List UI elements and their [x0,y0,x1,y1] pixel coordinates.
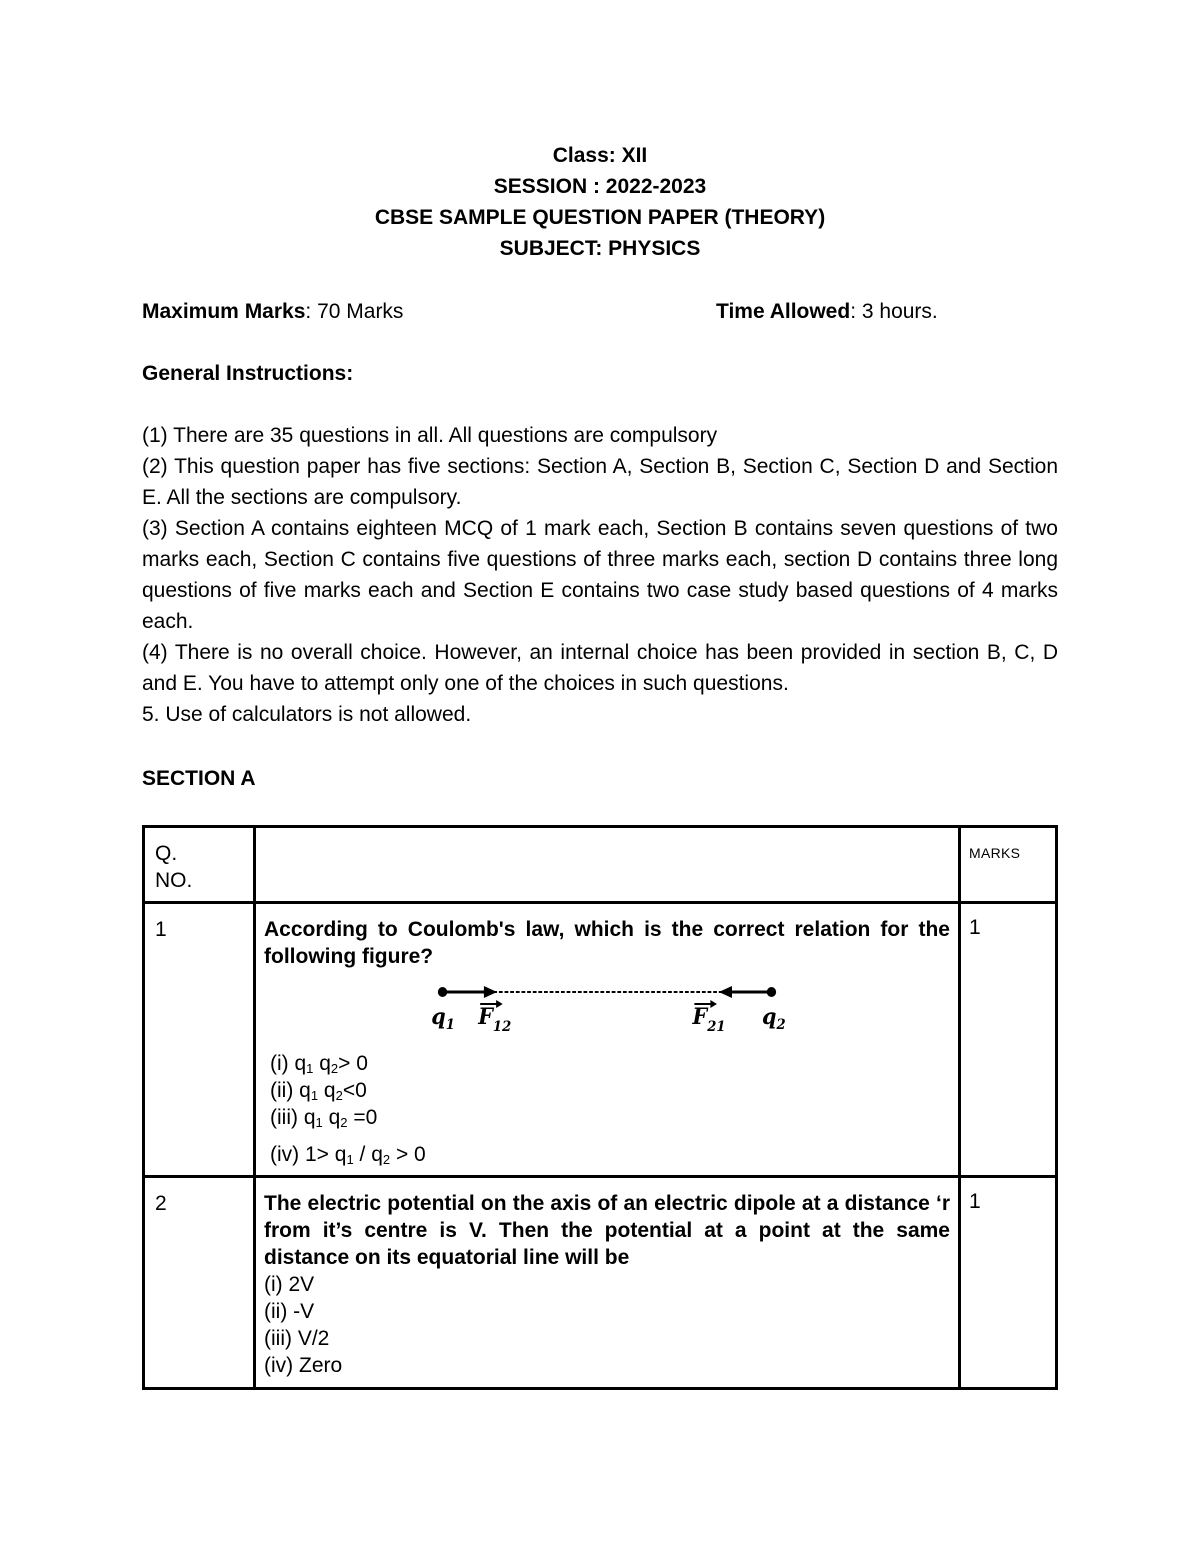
question-marks: 1 [960,903,1057,1177]
question-marks: 1 [960,1177,1057,1389]
force-f12-label: $F_{12}$ [478,1004,512,1036]
max-marks: Maximum Marks: 70 Marks [142,300,404,323]
question-number: 2 [144,1177,255,1389]
force-f12-arrowhead [484,986,497,998]
option-item: (i) $q_1$ $q_2> 0$ [270,1052,368,1076]
instruction-item: (2) This question paper has five sections: Section A, Section B, Section C, Section D and Section E. All the sections are compulsory. [142,455,1058,509]
f21-vector-tip [710,1000,717,1008]
option-item: (ii) -V [264,1300,315,1323]
table-header-row [144,827,1057,903]
option-item: (i) 2V [264,1273,315,1296]
paper-meta [142,296,1058,327]
option-item: (iii) $q_1$ $q_2 =0$ [270,1106,378,1130]
charge-q2-label: $q_2$ [762,1004,786,1034]
marks-header: MARKS [960,827,1057,903]
charge-q1-dot [438,987,447,997]
f12-vector-tip [496,1000,503,1008]
charge-q1-label: $q_1$ [431,1004,455,1034]
time-allowed: Time Allowed: 3 hours. [716,300,938,323]
paper-header [142,140,1058,264]
class-line: Class: XII [552,144,648,167]
subject-line: SUBJECT: PHYSICS [499,237,701,260]
paper-title: CBSE SAMPLE QUESTION PAPER (THEORY) [374,206,826,229]
force-f21-arrowhead [719,986,732,998]
session-line: SESSION : 2022-2023 [493,175,707,198]
option-item: (iv) $1> q_1 / q_2 > 0$ [270,1143,426,1167]
instruction-item: (3) Section A contains eighteen MCQ of 1 mark each, Section B contains seven questions of two marks each, Section C contains five questions of three marks each, section D contains three long questions of five marks each and Section E contains two case study based questions of 4 marks each. [142,517,1058,633]
question-body [255,903,960,1177]
question-text: The electric potential on the axis of an electric dipole at a distance ‘r from it’s centre is V. Then the potential at a point at the same distance on its equatorial line will be [264,1192,950,1269]
qno-header: Q. NO. [144,827,255,903]
table-row [144,903,1057,1177]
question-number: 1 [144,903,255,1177]
force-f21-label: $F_{21}$ [692,1004,726,1036]
instruction-item: (1) There are 35 questions in all. All questions are compulsory [142,424,718,447]
option-item: (ii) $q_1$ $q_2<0$ [270,1079,367,1103]
charge-q2-dot [767,987,776,997]
question-table [142,825,1058,1390]
question-options [270,1050,950,1168]
instructions-list [142,420,1058,730]
instruction-item: 5. Use of calculators is not allowed. [142,703,472,726]
instructions-title: General Instructions: [142,362,354,385]
instruction-item: (4) There is no overall choice. However, an internal choice has been provided in section B, C, D and E. You have to attempt only one of the choices in such questions. [142,641,1058,695]
coulomb-force-figure [264,980,950,1044]
table-row [144,1177,1057,1389]
question-body [255,1177,960,1389]
option-item: (iii) V/2 [264,1327,330,1350]
question-text: According to Coulomb's law, which is the correct relation for the following figure? [264,918,950,968]
section-title: SECTION A [142,767,256,790]
option-item: (iv) Zero [264,1354,343,1377]
question-header [255,827,960,903]
